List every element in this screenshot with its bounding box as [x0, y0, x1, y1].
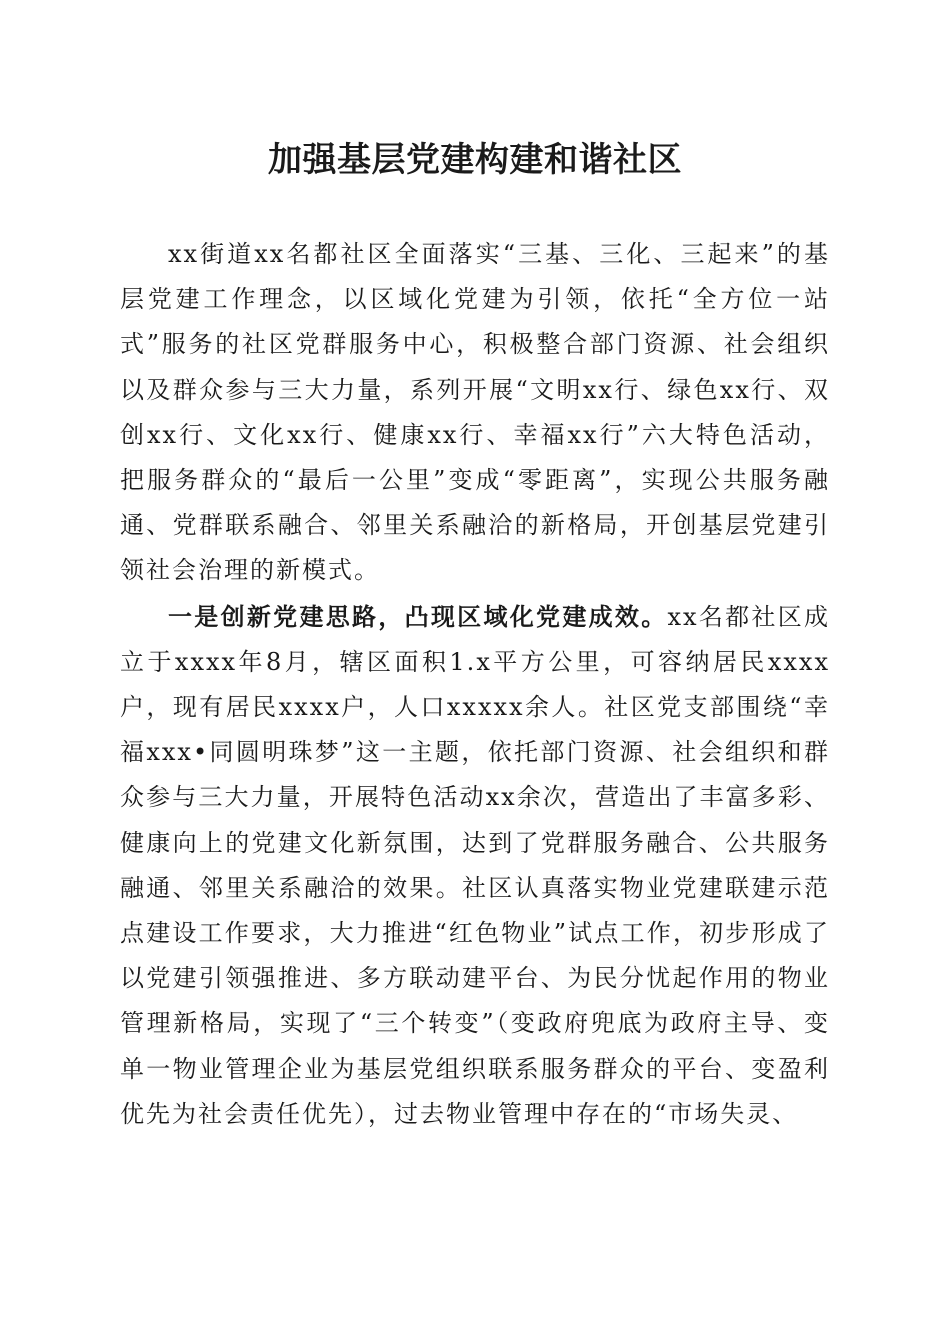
paragraph-intro: xx街道xx名都社区全面落实“三基、三化、三起来”的基层党建工作理念，以区域化党建为引领，依托“全方位一站式”服务的社区党群服务中心，积极整合部门资源、社会组织以及群众参与三大力量，系列开展“文明xx行、绿色xx行、双创xx行、文化xx行、健康xx行、幸福xx行”六大特色活动，把服务群众的“最后一公里”变成“零距离”，实现公共服务融通、党群联系融合、邻里关系融洽的新格局，开创基层党建引领社会治理的新模式。 [120, 240, 830, 585]
document-body [120, 232, 830, 1137]
document-title: 加强基层党建构建和谐社区 [268, 140, 682, 180]
paragraph-section-one [120, 594, 830, 1137]
section-one-text: xx名都社区成立于xxxx年8月，辖区面积1.x平方公里，可容纳居民xxxx户，现有居民xxxx户，人口xxxxx余人。社区党支部围绕“幸福xxx•同圆明珠梦”这一主题，依托部门资源、社会组织和群众参与三大力量，开展特色活动xx余次，营造出了丰富多彩、健康向上的党建文化新氛围，达到了党群服务融合、公共服务融通、邻里关系融洽的效果。社区认真落实物业党建联建示范点建设工作要求，大力推进“红色物业”试点工作，初步形成了以党建引领强推进、多方联动建平台、为民分忧起作用的物业管理新格局，实现了“三个转变”（变政府兜底为政府主导、变单一物业管理企业为基层党组织联系服务群众的平台、变盈利优先为社会责任优先），过去物业管理中存在的“市场失灵、 [120, 602, 830, 1128]
section-one-heading: 一是创新党建思路，凸现区域化党建成效。 [168, 601, 668, 631]
